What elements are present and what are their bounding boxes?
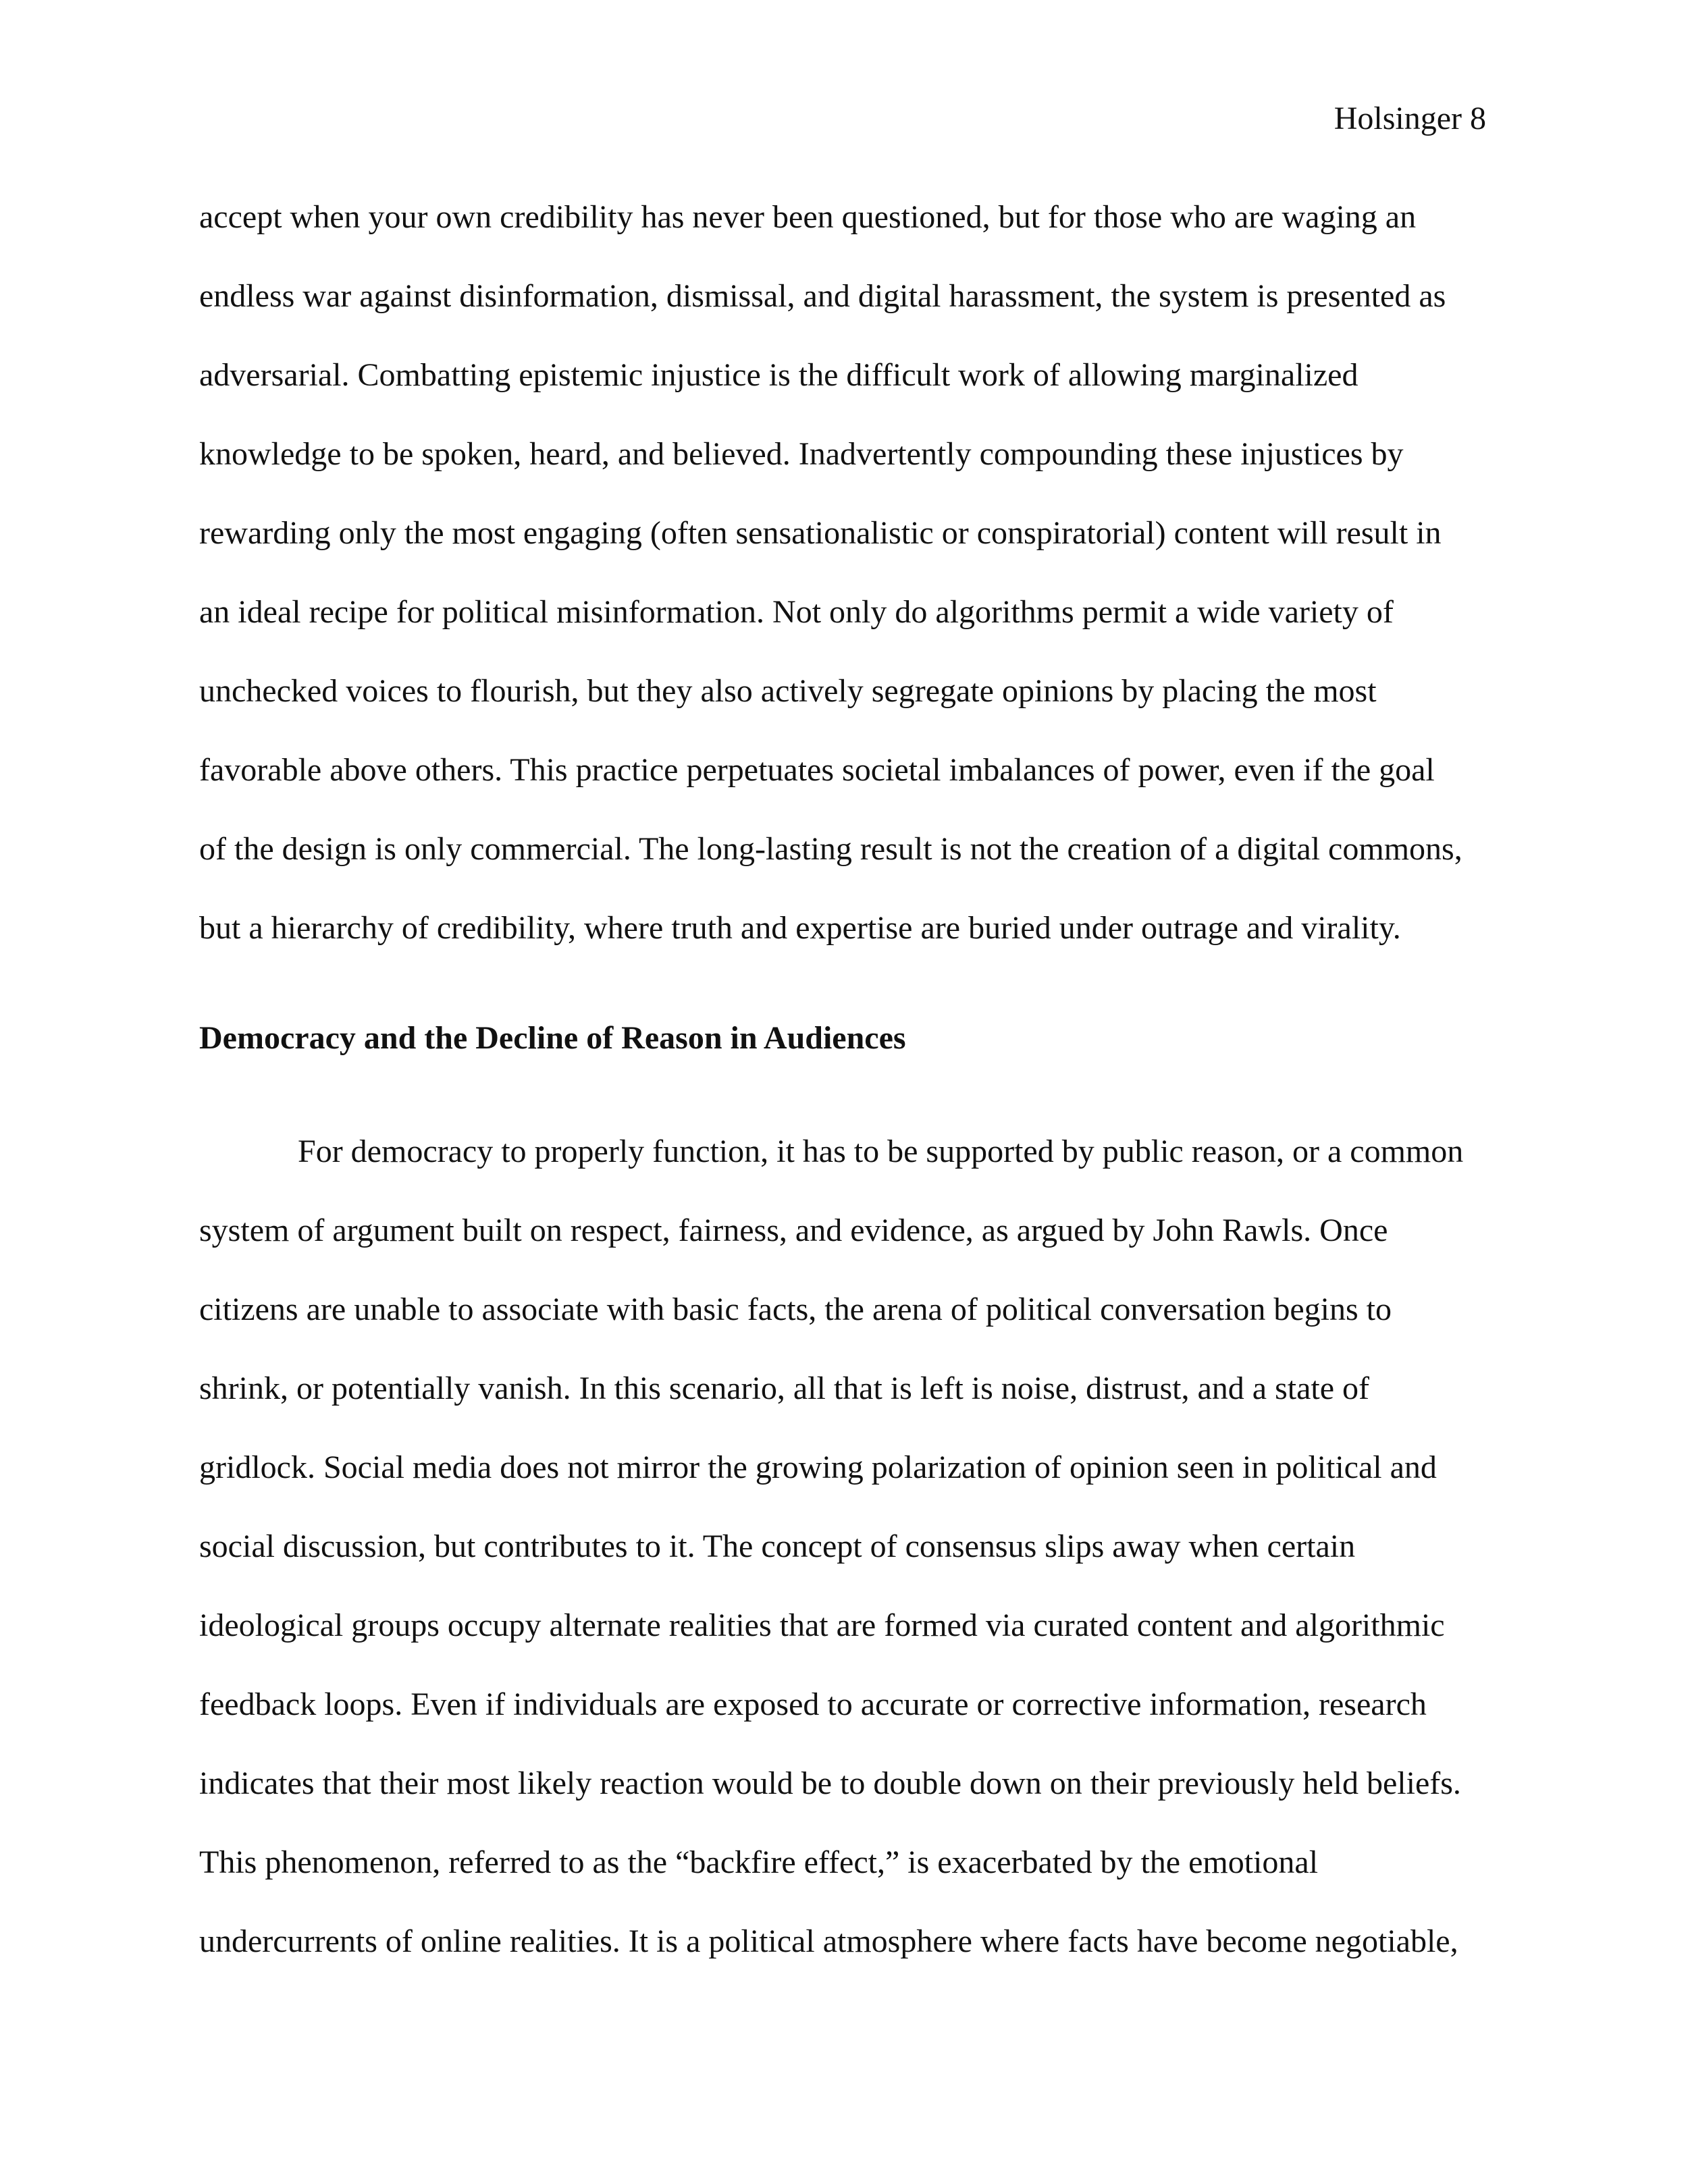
text-line: gridlock. Social media does not mirror the growing polarization of opinion seen in political and	[199, 1449, 1437, 1485]
text-line: adversarial. Combatting epistemic injustice is the difficult work of allowing marginalized	[199, 357, 1359, 393]
text-line: but a hierarchy of credibility, where truth and expertise are buried under outrage and virality.	[199, 910, 1401, 946]
text-line: undercurrents of online realities. It is a political atmosphere where facts have become negotiable,	[199, 1923, 1458, 1959]
text-line: accept when your own credibility has never been questioned, but for those who are waging an	[199, 199, 1417, 235]
text-line: an ideal recipe for political misinformation. Not only do algorithms permit a wide variety of	[199, 594, 1394, 630]
text-line: social discussion, but contributes to it. The concept of consensus slips away when certain	[199, 1528, 1356, 1564]
text-line: of the design is only commercial. The long-lasting result is not the creation of a digital commons,	[199, 831, 1462, 867]
text-line: knowledge to be spoken, heard, and believed. Inadvertently compounding these injustices by	[199, 436, 1404, 472]
text-line: indicates that their most likely reaction would be to double down on their previously held beliefs.	[199, 1765, 1461, 1801]
text-line: This phenomenon, referred to as the “backfire effect,” is exacerbated by the emotional	[199, 1844, 1319, 1880]
text-line: ideological groups occupy alternate realities that are formed via curated content and algorithmic	[199, 1607, 1445, 1643]
text-line: endless war against disinformation, dismissal, and digital harassment, the system is presented as	[199, 278, 1446, 314]
section-heading: Democracy and the Decline of Reason in Audiences	[199, 1020, 906, 1056]
text-line: favorable above others. This practice perpetuates societal imbalances of power, even if the goal	[199, 752, 1435, 788]
text-line: feedback loops. Even if individuals are exposed to accurate or corrective information, research	[199, 1686, 1427, 1722]
text-line: citizens are unable to associate with basic facts, the arena of political conversation begins to	[199, 1291, 1392, 1327]
text-line: unchecked voices to flourish, but they also actively segregate opinions by placing the most	[199, 673, 1377, 709]
text-line: For democracy to properly function, it has to be supported by public reason, or a common	[298, 1134, 1464, 1169]
text-line: system of argument built on respect, fairness, and evidence, as argued by John Rawls. Once	[199, 1213, 1388, 1248]
text-line: shrink, or potentially vanish. In this scenario, all that is left is noise, distrust, and a state of	[199, 1370, 1370, 1406]
text-line: rewarding only the most engaging (often sensationalistic or conspiratorial) content will result in	[199, 515, 1442, 551]
running-head: Holsinger 8	[1334, 101, 1486, 136]
